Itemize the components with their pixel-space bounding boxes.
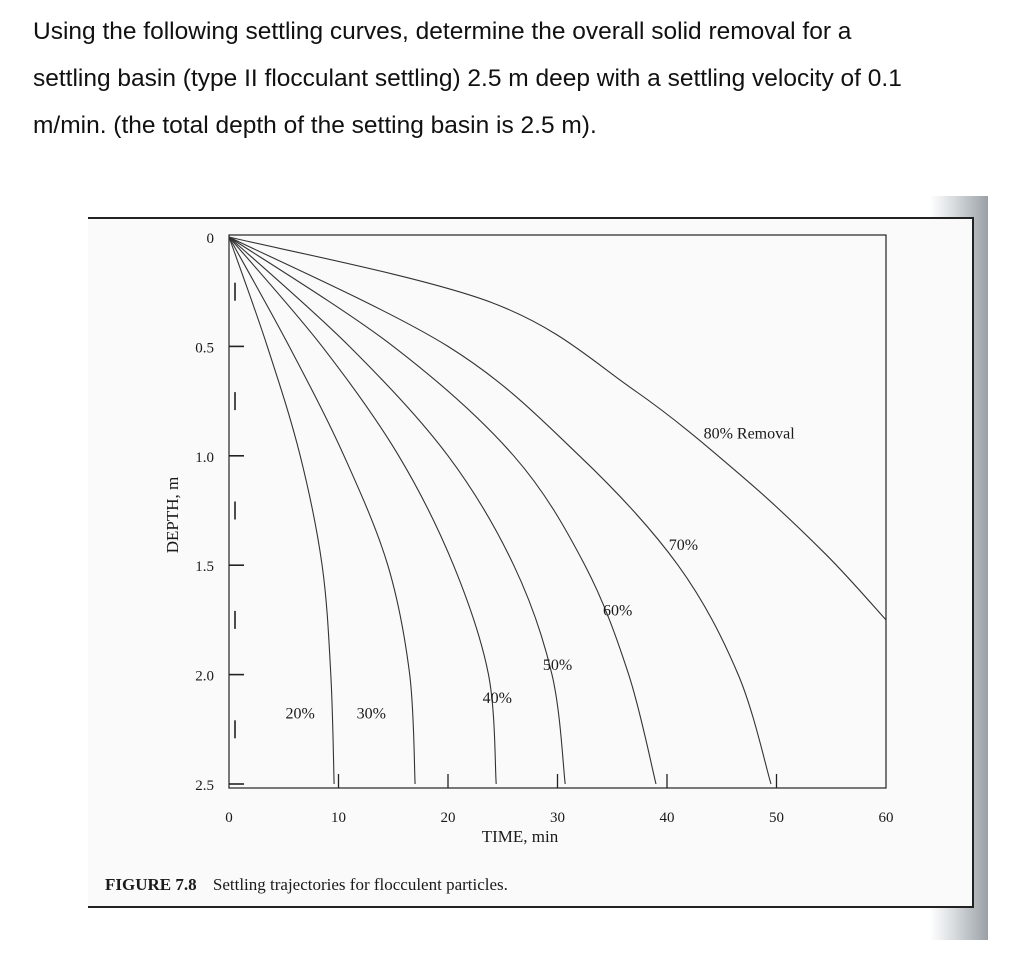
y-axis-label: DEPTH, m — [163, 476, 182, 554]
y-tick-label: 2.5 — [195, 778, 214, 794]
x-axis-label: TIME, min — [481, 827, 559, 846]
figure-caption-text: Settling trajectories for flocculent particles. — [212, 875, 508, 894]
x-tick-label: 20 — [440, 810, 456, 826]
y-axis-ticks — [195, 231, 244, 794]
removal-curve — [229, 237, 565, 784]
curve-label: 50% — [542, 657, 573, 675]
removal-curve — [229, 237, 334, 784]
removal-curve — [229, 237, 415, 784]
curve-label: 70% — [668, 536, 699, 554]
x-tick-label: 40 — [659, 810, 675, 826]
question-text — [33, 8, 1003, 149]
curve-label: 30% — [356, 705, 387, 723]
y-tick-label: 2.0 — [195, 668, 214, 685]
question-line-1: Using the following settling curves, determine the overall solid removal for a — [33, 18, 852, 45]
removal-curves — [229, 237, 886, 784]
removal-curve — [229, 237, 656, 784]
question-line-3: m/min. (the total depth of the setting basin is 2.5 m). — [33, 112, 597, 139]
curve-label: 20% — [285, 705, 315, 723]
settling-trajectories-chart — [88, 217, 988, 917]
x-tick-label: 0 — [225, 810, 233, 826]
removal-curve — [229, 237, 496, 784]
x-tick-label: 30 — [550, 810, 565, 826]
y-tick-label: 1.5 — [195, 559, 214, 576]
curve-label: 60% — [603, 602, 633, 620]
figure-caption — [105, 875, 508, 894]
curve-label: 40% — [482, 690, 512, 708]
curve-labels — [286, 425, 796, 722]
x-axis-ticks — [225, 774, 893, 826]
x-tick-label: 50 — [769, 810, 784, 826]
question-line-2: settling basin (type II flocculant settling) 2.5 m deep with a settling velocity of 0.1 — [33, 65, 902, 92]
y-tick-label: 1.0 — [195, 449, 214, 466]
curve-label: 80% Removal — [703, 425, 795, 443]
x-tick-label: 10 — [331, 810, 346, 826]
y-tick-label: 0 — [206, 231, 214, 247]
figure-number: FIGURE 7.8 — [105, 875, 197, 894]
x-tick-label: 60 — [878, 810, 894, 826]
y-tick-label: 0.5 — [195, 340, 214, 357]
